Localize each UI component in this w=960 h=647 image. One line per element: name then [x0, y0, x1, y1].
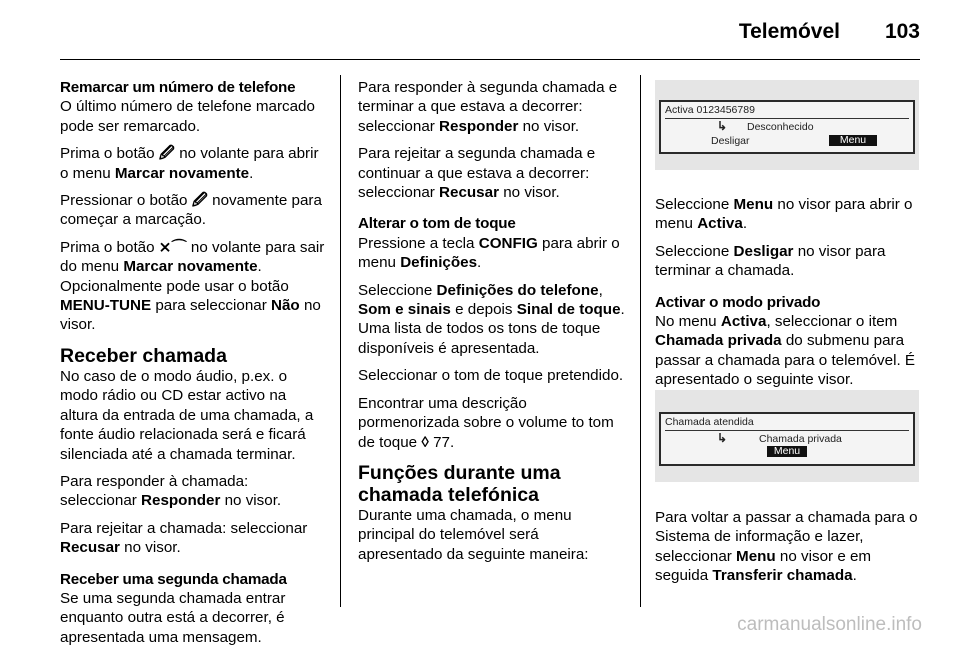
header-rule	[60, 59, 920, 60]
paragraph: Encontrar uma descrição pormenorizada sobre o volume to tom de toque ◊ 77.	[358, 394, 614, 451]
paragraph: Prima o botão ⨯⌒ no volante para sair do menu Marcar novamente. Opcionalmente pode usar o botão MENU-TUNE para seleccionar Não no visor.	[60, 238, 325, 334]
paragraph: Pressione a tecla CONFIG para abrir o menu Definições.	[358, 234, 620, 272]
paragraph: Seleccione Definições do telefone, Som e sinais e depois Sinal de toque. Uma lista de todos os tons de toque disponíveis é apresentada.	[358, 281, 625, 357]
page-header	[0, 0, 960, 60]
call-forward-icon: ↳	[717, 431, 728, 445]
display-menu-button: Menu	[829, 135, 877, 146]
display-illustration-private-call	[655, 390, 919, 482]
paragraph: Para responder à chamada: seleccionar Responder no visor.	[60, 472, 282, 510]
paragraph: Seleccione Desligar no visor para terminar a chamada.	[655, 242, 886, 280]
watermark: carmanualsonline.info	[737, 614, 922, 635]
display-divider	[665, 118, 909, 119]
paragraph: O último número de telefone marcado pode ser remarcado.	[60, 98, 315, 135]
paragraph: Pressionar o botão 🖉 novamente para começar a marcação.	[60, 192, 322, 229]
paragraph: Seleccionar o tom de toque pretendido.	[358, 367, 624, 385]
paragraph: Para rejeitar a chamada: seleccionar Recusar no visor.	[60, 519, 308, 557]
paragraph: Seleccione Menu no visor para abrir o menu Activa.	[655, 196, 913, 233]
phone-call-icon: 🖉	[191, 192, 208, 210]
paragraph: Para responder à segunda chamada e terminar a que estava a decorrer: seleccionar Responder no visor.	[358, 79, 618, 135]
paragraph: Se uma segunda chamada entrar enquanto outra está a decorrer, é apresentada uma mensagem.	[60, 589, 286, 646]
paragraph: Prima o botão 🖉 no volante para abrir o menu Marcar novamente.	[60, 145, 319, 182]
column-2	[358, 78, 626, 564]
subheading-second-call: Receber uma segunda chamada	[60, 570, 287, 588]
paragraph: No menu Activa, seleccionar o item Chamada privada do submenu para passar a chamada para o telemóvel. É apresentado o seguinte visor.	[655, 313, 916, 389]
subheading-redial: Remarcar um número de telefone	[60, 79, 296, 96]
column-3-lower	[655, 508, 923, 586]
paragraph: No caso de o modo áudio, p.ex. o modo rádio ou CD estar activo na altura da entrada de uma chamada, a fonte áudio relacionada será e ficará silenciada até a chamada terminar.	[60, 367, 314, 463]
paragraph: Durante uma chamada, o menu principal do telemóvel será apresentado da seguinte maneira:	[358, 506, 589, 563]
display-menu-button: Menu	[767, 446, 807, 457]
display-caller: Desconhecido	[747, 121, 814, 133]
display-screen	[659, 412, 915, 466]
column-3-upper	[655, 195, 923, 390]
column-divider-2	[640, 75, 641, 607]
display-illustration-active-call	[655, 80, 919, 170]
paragraph: Para voltar a passar a chamada para o Sistema de informação e lazer, seleccionar Menu no visor e em seguida Transferir chamada.	[655, 509, 918, 585]
subheading-private-mode: Activar o modo privado	[655, 293, 821, 311]
page-title: Telemóvel	[738, 20, 840, 43]
column-divider-1	[340, 75, 341, 607]
display-call-status: Chamada atendida	[665, 416, 754, 428]
subheading-ringtone: Alterar o tom de toque	[358, 215, 516, 233]
section-heading-receive-call: Receber chamada	[60, 344, 227, 367]
paragraph: Para rejeitar a segunda chamada e continuar a que estava a decorrer: seleccionar Recusar no visor.	[358, 145, 596, 202]
page-number: 103	[884, 20, 920, 43]
cross-reference-icon: ◊	[421, 433, 429, 451]
column-1	[60, 78, 328, 647]
display-hangup-option: Desligar	[711, 135, 750, 147]
display-private-call: Chamada privada	[759, 433, 842, 445]
call-forward-icon: ↳	[717, 119, 728, 133]
section-heading-call-functions: Funções durante uma chamada telefónica	[358, 461, 561, 506]
mute-hangup-icon: ⨯⌒	[158, 238, 187, 256]
phone-call-icon: 🖉	[158, 145, 175, 163]
display-call-status: Activa 0123456789	[665, 104, 755, 116]
display-divider	[665, 430, 909, 431]
display-screen	[659, 100, 915, 154]
